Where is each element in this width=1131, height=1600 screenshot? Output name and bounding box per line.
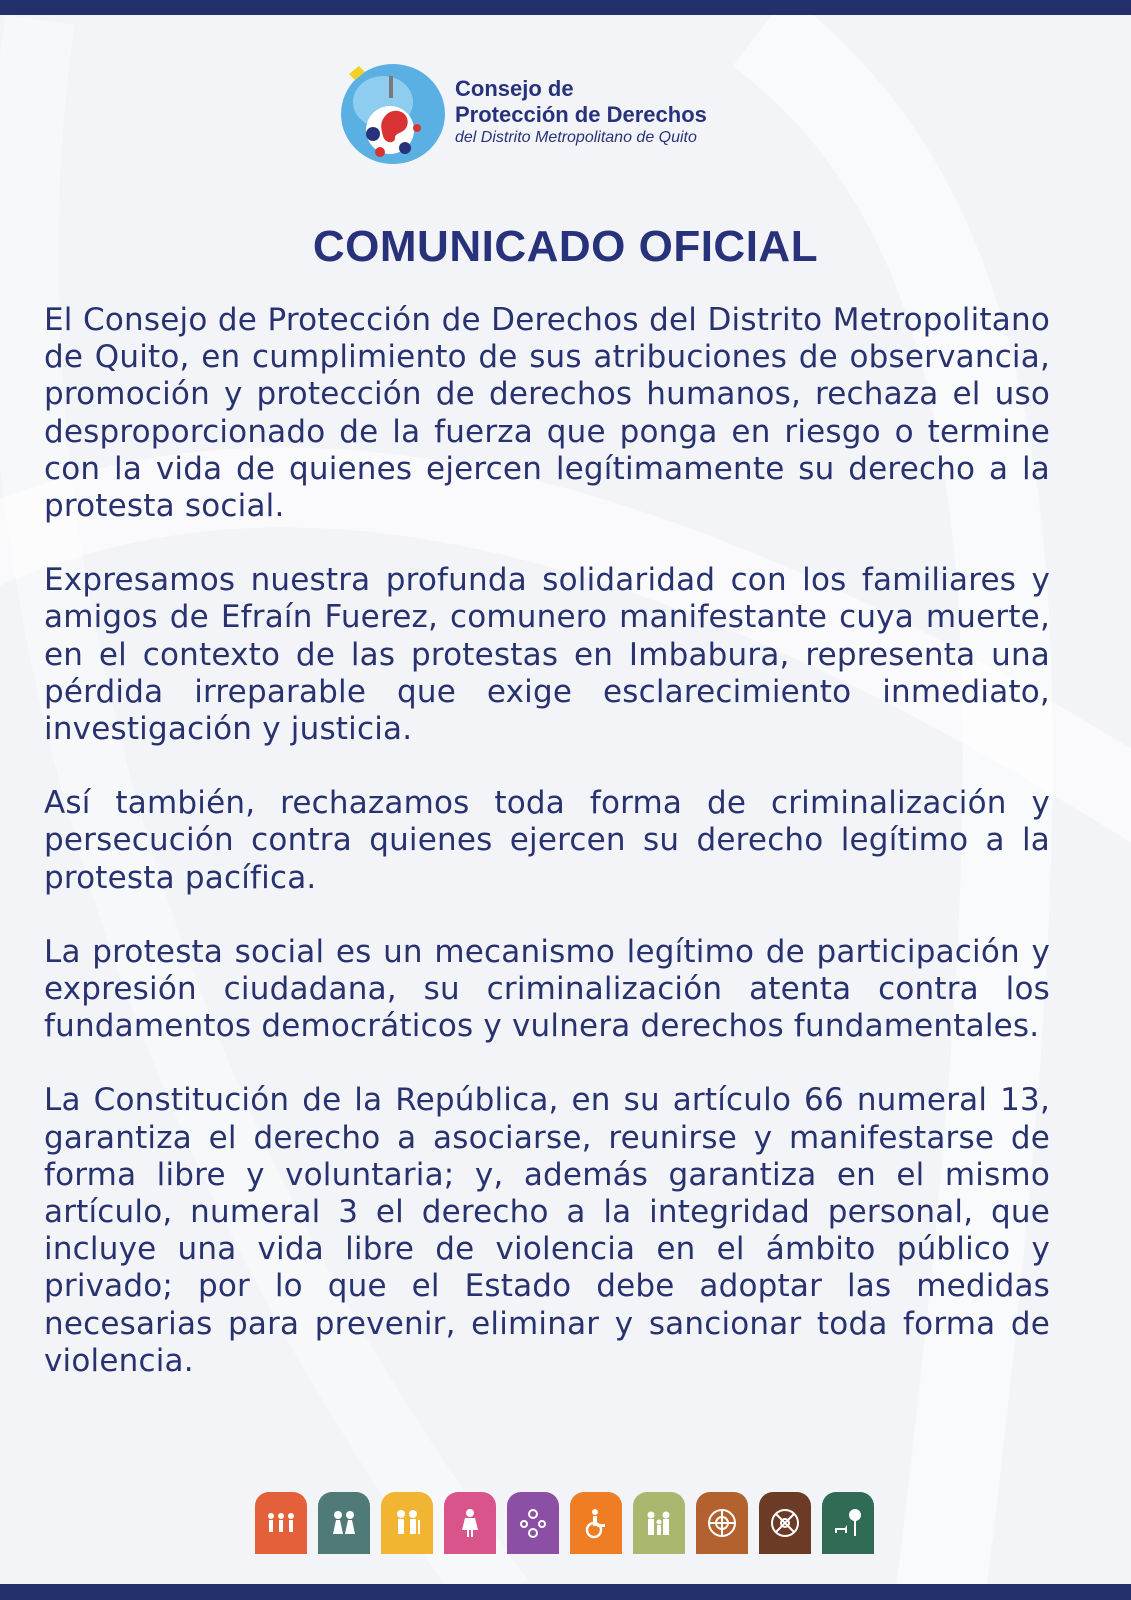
animals-nature-icon (822, 1492, 874, 1554)
organization-logo (335, 56, 785, 176)
page-title: COMUNICADO OFICIAL (312, 222, 819, 271)
family-icon (633, 1492, 685, 1554)
woman-icon (444, 1492, 496, 1554)
top-border (0, 0, 1131, 15)
paragraph-3: Así también, rechazamos toda forma de criminalización y persecución contra quienes ejercen su derecho legítimo a la protesta pacífica. (44, 785, 1050, 896)
paragraph-1: El Consejo de Protección de Derechos del Distrito Metropolitano de Quito, en cumplimiento de sus atribuciones de observancia, promoción y protección de derechos humanos, rechaza el uso desproporcionado de la fuerza que ponga en riesgo o termine con la vida de quienes ejercen legítimamente su derecho a la protesta social. (44, 302, 1050, 525)
paragraph-4: La protesta social es un mecanismo legítimo de participación y expresión ciudadana, su criminalización atenta contra los fundamentos democráticos y vulnera derechos fundamentales. (44, 933, 1050, 1045)
gender-diversity-icon (507, 1492, 559, 1554)
bottom-border (0, 1584, 1131, 1600)
children-icon (255, 1492, 307, 1554)
elderly-icon (381, 1492, 433, 1554)
org-name-line1: Consejo de (455, 76, 574, 101)
council-logo-icon (335, 56, 450, 174)
org-name-line3: del Distrito Metropolitano de Quito (455, 129, 697, 146)
statement-body (44, 302, 1050, 1417)
paragraph-5: La Constitución de la República, en su artículo 66 numeral 13, garantiza el derecho a asociarse, reunirse y manifestarse de forma libre y voluntaria; y, además garantiza en el mismo artículo, numeral 3 el derecho a la integridad personal, que incluye una vida libre de violencia en el ámbito público y privado; por lo que el Estado debe adoptar las medidas necesarias para prevenir, eliminar y sancionar toda forma de violencia. (44, 1082, 1050, 1379)
paragraph-2: Expresamos nuestra profunda solidaridad con los familiares y amigos de Efraín Fuerez, comunero manifestante cuya muerte, en el contexto de las protestas en Imbabura, representa una pérdida irreparable que exige esclarecimiento inmediato, investigación y justicia. (44, 562, 1050, 748)
indigenous-nations-icon (759, 1492, 811, 1554)
ancestral-peoples-icon (696, 1492, 748, 1554)
rights-groups-icons (255, 1492, 895, 1552)
youth-icon (318, 1492, 370, 1554)
org-name-line2: Protección de Derechos (455, 102, 707, 127)
disability-icon (570, 1492, 622, 1554)
